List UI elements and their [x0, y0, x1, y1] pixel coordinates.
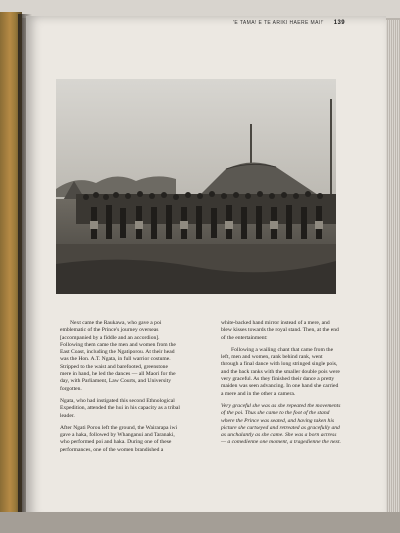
archival-photo-crowd-and-marquee-icon	[56, 79, 336, 294]
text-column-right	[221, 320, 341, 452]
chapter-title: 'E TAMA! E TE ARIKI HAERE MAI!'	[233, 20, 324, 26]
book-page	[26, 16, 386, 521]
page-number: 139	[333, 20, 345, 26]
archival-photo	[56, 79, 336, 294]
paragraph: Next came the Raukawa, who gave a poi emblematic of the Prince's journey overseas [accompanied by a fiddle and an accordion]. Following them came the men and women from the East Coast, including the Ngatiporou. At their head was the Hon. A.T. Ngata, in full warrior costume. Stripped to the waist and barefooted, greenstone mere in hand, he led the dances — all Maori for the day, with Parliament, Law Courts, and University forgotten.	[60, 320, 176, 392]
text-column-left	[60, 320, 180, 459]
table-surface	[0, 512, 400, 533]
page-edges	[386, 20, 400, 520]
quoted-paragraph: Very graceful she was as she repeated the movements of the poi. Thus she came to the foot of the stand where the Prince was seated, and having taken his picture she curtseyed and retreated as gracefully and as unchalantly as she came. She was a born actress — a comedienne one moment, a tragedienne the next.	[221, 402, 341, 446]
quoted-paragraph: Following a wailing chant that came from the left, men and women, rank behind rank, went through a final dance with long stringed single pois, and the back ranks with the smaller double pois were very graceful. As they finished their dance a pretty maiden was seen advancing. In one hand she carried a mere and in the other a camera.	[221, 346, 340, 397]
running-head	[170, 20, 345, 26]
paragraph: Ngata, who had instigated this second Ethnological Expedition, attended the hui in his capacity as a tribal leader.	[60, 397, 180, 419]
paragraph: white-backed hand mirror instead of a mere, and blew kisses towards the royal stand. Then, at the end of the entertainment:	[221, 320, 339, 341]
paragraph: After Ngati Porou left the ground, the Wairarapa iwi gave a haka, followed by Whanganui and Taranaki, who performed poi and haka. During one of these performances, one of the women brandished a	[60, 424, 178, 453]
